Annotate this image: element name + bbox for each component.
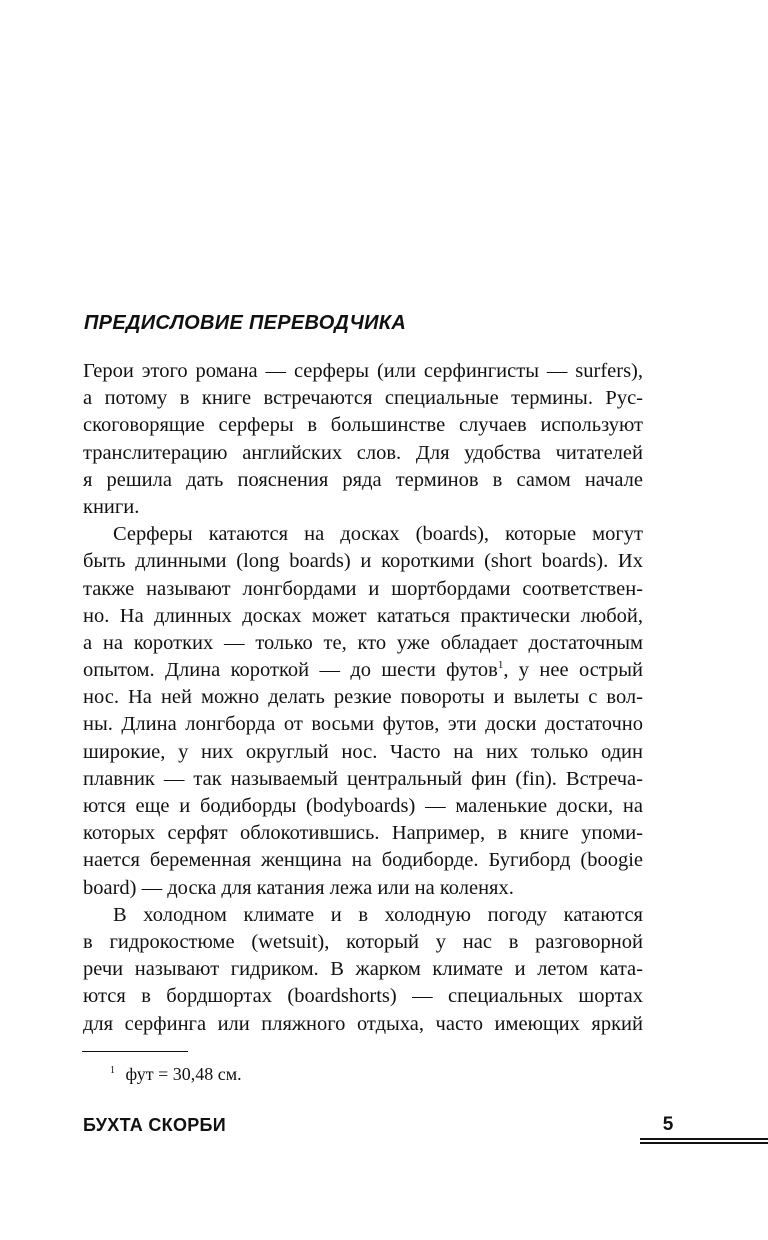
page-number: 5 <box>662 1114 674 1135</box>
text-line: для серфинга или пляжного отдыха, часто имеющих яркий <box>83 1012 643 1035</box>
text-line: быть длинными (long boards) и короткими (short boards). Их <box>83 550 643 573</box>
text-line: а потому в книге встречаются специальные термины. Рус- <box>83 387 643 410</box>
text-line: я решила дать пояснения ряда терминов в самом начале <box>83 468 643 491</box>
text-line: а на коротких — только те, кто уже обладает достаточным <box>83 631 643 654</box>
body-text <box>83 358 643 1038</box>
text-line: нается беременная женщина на бодиборде. Бугиборд (boogie <box>83 849 643 872</box>
text-line: Герои этого романа — серферы (или серфингисты — surfers), <box>83 360 643 382</box>
text-line: В холодном климате и в холодную погоду катаются <box>113 903 643 926</box>
text-line: плавник — так называемый центральный фин (fin). Встреча- <box>83 767 643 790</box>
text-line: книги. <box>83 495 140 518</box>
footnote <box>110 1064 242 1085</box>
text-line: но. На длинных досках может кататься практически любой, <box>83 604 643 627</box>
text-line: ются в бордшортах (boardshorts) — специальных шортах <box>83 985 643 1008</box>
running-footer-title: БУХТА СКОРБИ <box>83 1115 227 1135</box>
text-line: речи называют гидриком. В жарком климате и летом ката- <box>83 958 643 981</box>
chapter-heading: ПРЕДИСЛОВИЕ ПЕРЕВОДЧИКА <box>84 312 407 334</box>
footnote-text: фут = 30,48 см. <box>121 1064 242 1084</box>
footer-rule-bottom <box>640 1142 768 1144</box>
text-segment: , у нее острый <box>503 659 644 682</box>
text-line-with-footnote <box>83 657 643 684</box>
text-line: скоговорящие серферы в большинстве случаев используют <box>83 414 643 437</box>
text-line: нос. На ней можно делать резкие повороты и вылеты с вол- <box>83 686 643 709</box>
text-line: транслитерацию английских слов. Для удобства читателей <box>83 441 643 464</box>
text-line: также называют лонгбордами и шортбордами соответствен- <box>83 577 643 600</box>
text-line: ются еще и бодиборды (bodyboards) — маленькие доски, на <box>83 795 643 817</box>
footnote-reference[interactable]: 1 <box>497 659 504 672</box>
text-line: которых серфят облокотившись. Например, в книге упоми- <box>83 822 643 845</box>
text-line: board) — доска для катания лежа или на коленях. <box>83 876 514 899</box>
footnote-divider <box>82 1051 188 1052</box>
footnote-number: 1 <box>110 1065 115 1076</box>
text-line: широкие, у них округлый нос. Часто на них только один <box>83 740 643 763</box>
text-line: Серферы катаются на досках (boards), которые могут <box>113 523 643 546</box>
footer-rule-top <box>640 1138 768 1140</box>
text-line: в гидрокостюме (wetsuit), который у нас в разговорной <box>83 930 643 953</box>
text-segment: опытом. Длина короткой — до шести футов <box>83 659 498 682</box>
text-line: ны. Длина лонгборда от восьми футов, эти доски достаточно <box>83 713 643 736</box>
